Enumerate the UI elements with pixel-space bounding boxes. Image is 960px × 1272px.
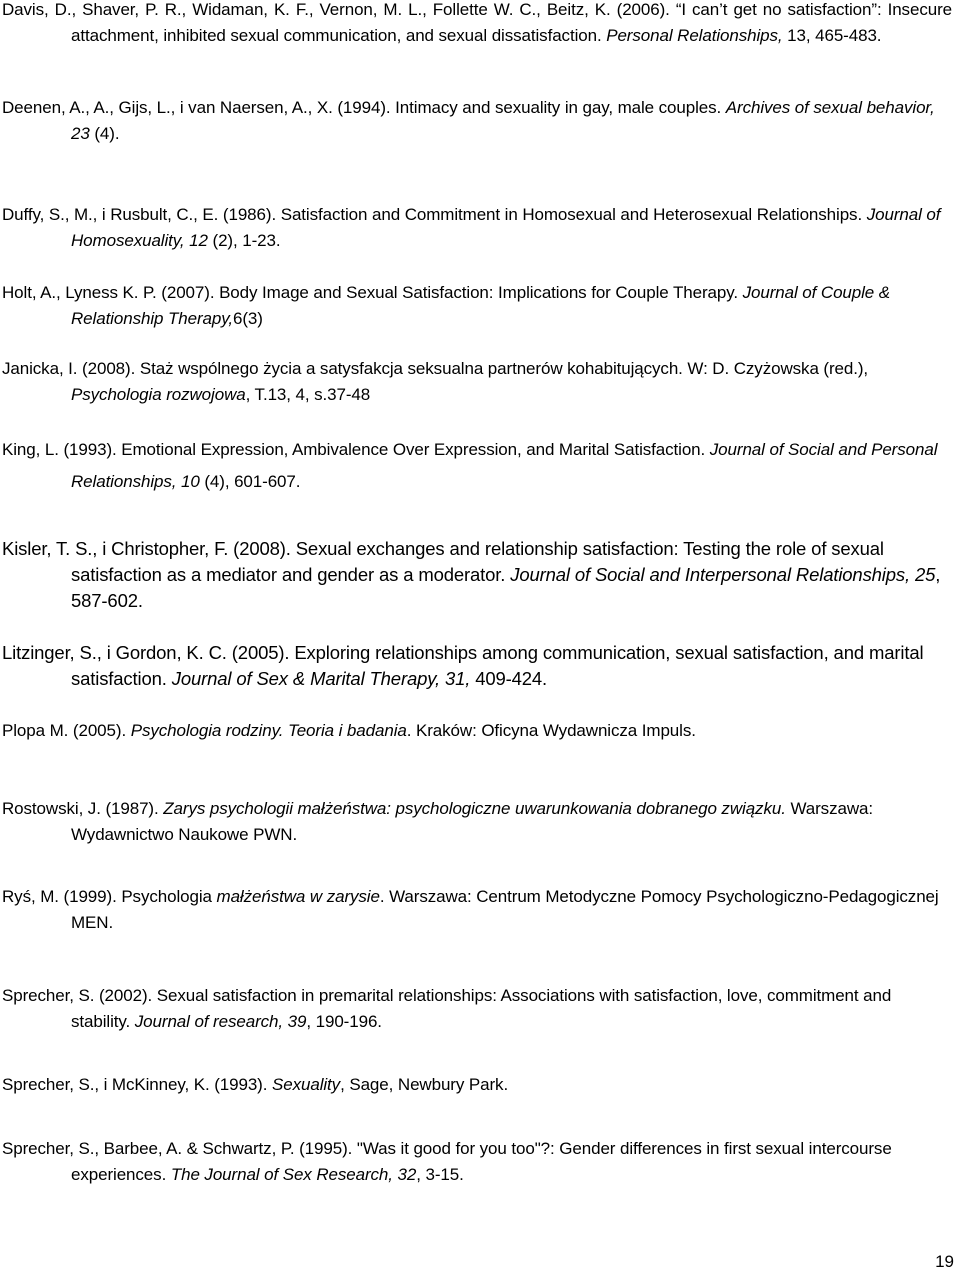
reference-segment: Davis, D., Shaver, P. R., Widaman, K. F., Vernon, M. L., Follette W. C., Beitz, K. (2006). “I can’t get no satisfaction”: Insecure attachment, inhibited sexual communication, and sexual dissatisfaction. (2, 0, 952, 45)
reference-italic-segment: Journal of Homosexuality, 12 (71, 205, 941, 250)
reference-italic-segment: Archives of sexual behavior, 23 (71, 98, 935, 143)
reference-italic-segment: Journal of Social and Personal Relationships, 10 (71, 440, 938, 491)
reference-italic-segment: Psychologia rozwojowa (71, 385, 246, 404)
reference-segment: , T.13, 4, s.37-48 (245, 385, 371, 404)
reference-segment: . Kraków: Oficyna Wydawnicza Impuls. (406, 721, 696, 740)
reference-segment: Ryś, M. (1999). Psychologia (2, 887, 217, 906)
reference-segment: King, L. (1993). Emotional Expression, Ambivalence Over Expression, and Marital Satisfaction. (2, 440, 710, 459)
page-number: 19 (935, 1252, 954, 1271)
reference-entry (2, 1136, 952, 1188)
reference-segment: Sprecher, S., i McKinney, K. (1993). (2, 1075, 272, 1094)
reference-segment: , 190-196. (306, 1012, 382, 1031)
reference-entry (2, 280, 952, 332)
reference-italic-segment: Zarys psychologii małżeństwa: psychologiczne uwarunkowania dobranego związku. (163, 799, 786, 818)
reference-segment: Plopa M. (2005). (2, 721, 131, 740)
reference-segment: Janicka, I. (2008). Staż wspólnego życia a satysfakcja seksualna partnerów kohabitujących. W: D. Czyżowska (red.), (2, 359, 869, 378)
reference-segment: Rostowski, J. (1987). (2, 799, 164, 818)
reference-segment: 13, 465-483. (782, 26, 882, 45)
reference-segment: Sprecher, S., Barbee, A. & Schwartz, P. (1995). "Was it good for you too"?: Gender differences in first sexual intercourse experiences. (2, 1139, 892, 1184)
reference-entry (2, 983, 952, 1035)
reference-segment: Deenen, A., A., Gijs, L., i van Naersen, A., X. (1994). Intimacy and sexuality in gay, male couples. (2, 98, 726, 117)
reference-entry (2, 95, 952, 147)
reference-entry (2, 796, 952, 848)
reference-italic-segment: The Journal of Sex Research, 32 (170, 1165, 417, 1184)
reference-italic-segment: Journal of Social and Interpersonal Relationships, 25 (510, 564, 936, 585)
reference-entry (2, 1072, 952, 1098)
reference-segment: . Warszawa: Centrum Metodyczne Pomocy Psychologiczno-Pedagogicznej MEN. (71, 887, 939, 932)
reference-italic-segment: Journal of Couple & Relationship Therapy, (71, 283, 891, 328)
reference-segment: Kisler, T. S., i Christopher, F. (2008). Sexual exchanges and relationship satisfaction: Testing the role of sexual satisfaction as a mediator and gender as a moderator. (2, 538, 884, 585)
reference-entry (2, 434, 952, 498)
reference-entry (2, 536, 952, 614)
reference-entry (2, 718, 952, 744)
reference-segment: 6(3) (233, 309, 263, 328)
reference-entry (2, 202, 952, 254)
reference-segment: (4), 601-607. (199, 472, 301, 491)
reference-italic-segment: Journal of research, 39 (134, 1012, 307, 1031)
reference-italic-segment: Journal of Sex & Marital Therapy, 31, (171, 668, 471, 689)
reference-italic-segment: małżeństwa w zarysie (216, 887, 380, 906)
reference-segment: Duffy, S., M., i Rusbult, C., E. (1986). Satisfaction and Commitment in Homosexual and Heterosexual Relationships. (2, 205, 867, 224)
reference-italic-segment: Sexuality (272, 1075, 341, 1094)
reference-segment: Holt, A., Lyness K. P. (2007). Body Image and Sexual Satisfaction: Implications for Couple Therapy. (2, 283, 743, 302)
reference-segment: (4). (89, 124, 120, 143)
reference-segment: , 587-602. (71, 564, 941, 611)
reference-entry (2, 356, 952, 408)
reference-segment: 409-424. (470, 668, 548, 689)
reference-segment: (2), 1-23. (207, 231, 281, 250)
reference-segment: Sprecher, S. (2002). Sexual satisfaction in premarital relationships: Associations with satisfaction, love, commitment and stability. (2, 986, 892, 1031)
reference-italic-segment: Personal Relationships, (606, 26, 783, 45)
reference-entry (2, 884, 952, 936)
reference-segment: Warszawa: Wydawnictwo Naukowe PWN. (71, 799, 873, 844)
reference-entry (2, 0, 952, 49)
reference-segment: Litzinger, S., i Gordon, K. C. (2005). Exploring relationships among communication, sexual satisfaction, and marital satisfaction. (2, 642, 924, 689)
reference-segment: , Sage, Newbury Park. (340, 1075, 509, 1094)
reference-entry (2, 640, 952, 692)
reference-italic-segment: Psychologia rodziny. Teoria i badania (130, 721, 407, 740)
reference-segment: , 3-15. (416, 1165, 464, 1184)
